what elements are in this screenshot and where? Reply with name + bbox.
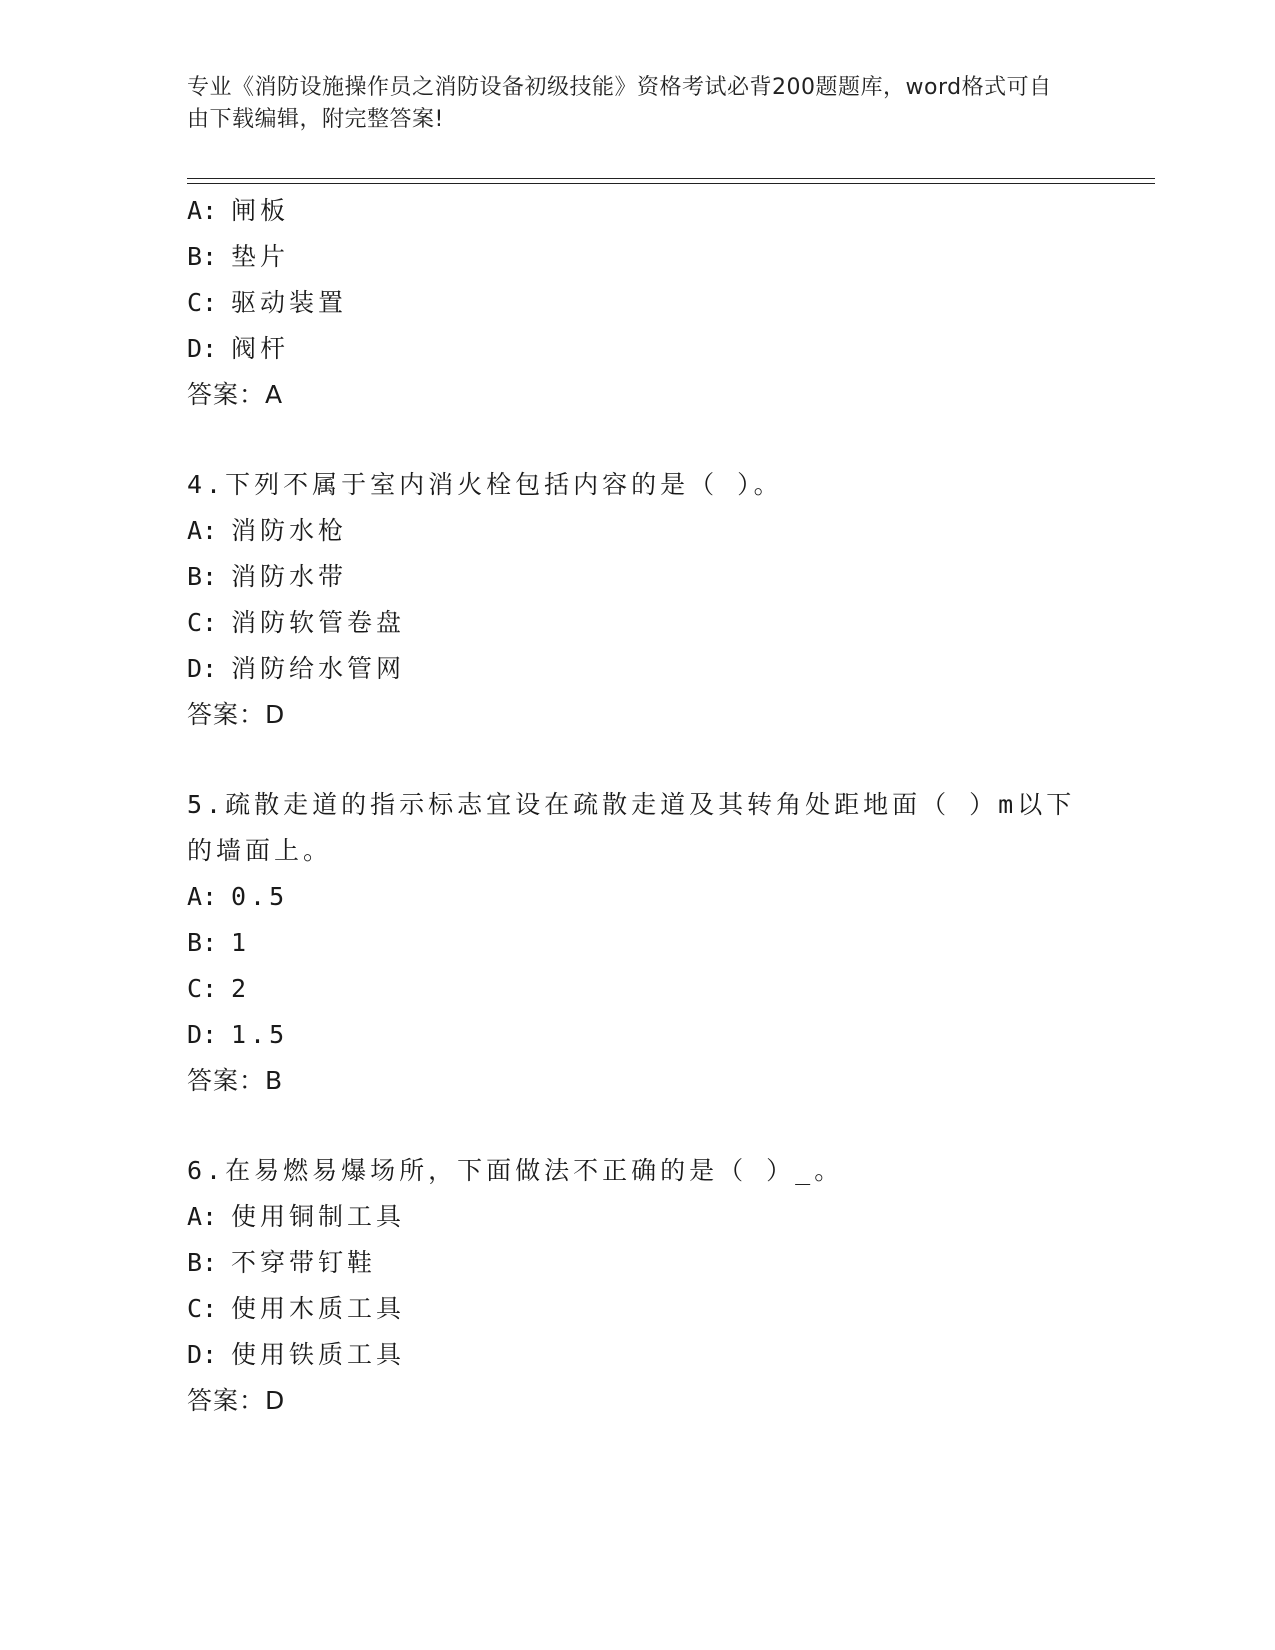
question-block-3 bbox=[187, 188, 1087, 418]
option-letter: D: bbox=[187, 1020, 218, 1049]
option-text: 消防水带 bbox=[231, 562, 348, 591]
option-d bbox=[187, 646, 1087, 692]
answer-line: 答案：D bbox=[187, 700, 286, 729]
option-letter: B: bbox=[187, 562, 218, 591]
option-letter: D: bbox=[187, 334, 218, 363]
option-b bbox=[187, 234, 1087, 280]
option-text: 使用铜制工具 bbox=[231, 1202, 406, 1231]
header-divider-bottom bbox=[187, 183, 1155, 184]
option-letter: A: bbox=[187, 882, 218, 911]
option-d bbox=[187, 1012, 1087, 1058]
option-letter: C: bbox=[187, 288, 218, 317]
option-b bbox=[187, 1240, 1087, 1286]
question-block-4 bbox=[187, 462, 1087, 738]
question-block-5 bbox=[187, 782, 1087, 1104]
option-letter: C: bbox=[187, 974, 218, 1003]
option-b bbox=[187, 554, 1087, 600]
option-c bbox=[187, 600, 1087, 646]
option-text: 消防软管卷盘 bbox=[231, 608, 406, 637]
option-text: 消防给水管网 bbox=[231, 654, 406, 683]
option-letter: A: bbox=[187, 1202, 218, 1231]
question-list bbox=[187, 188, 1087, 1424]
option-text: 1 bbox=[231, 928, 251, 957]
option-letter: C: bbox=[187, 608, 218, 637]
option-letter: C: bbox=[187, 1294, 218, 1323]
option-letter: B: bbox=[187, 1248, 218, 1277]
option-letter: D: bbox=[187, 1340, 218, 1369]
option-text: 0.5 bbox=[231, 882, 289, 911]
option-letter: D: bbox=[187, 654, 218, 683]
option-text: 闸板 bbox=[231, 196, 290, 225]
option-text: 垫片 bbox=[231, 242, 290, 271]
answer-line: 答案：B bbox=[187, 1066, 284, 1095]
option-text: 2 bbox=[231, 974, 251, 1003]
header-divider-top bbox=[187, 178, 1155, 179]
question-block-6 bbox=[187, 1148, 1087, 1424]
question-text: 4.下列不属于室内消火栓包括内容的是（ ）。 bbox=[187, 470, 783, 499]
option-text: 驱动装置 bbox=[231, 288, 348, 317]
question-text: 5.疏散走道的指示标志宜设在疏散走道及其转角处距地面（ ）m以下的墙面上。 bbox=[187, 790, 1076, 865]
option-text: 1.5 bbox=[231, 1020, 289, 1049]
page-header-title: 专业《消防设施操作员之消防设备初级技能》资格考试必背200题题库，word格式可自由下载编辑，附完整答案! bbox=[187, 75, 1052, 132]
option-a bbox=[187, 874, 1087, 920]
option-text: 使用木质工具 bbox=[231, 1294, 406, 1323]
option-b bbox=[187, 920, 1087, 966]
option-d bbox=[187, 1332, 1087, 1378]
option-text: 使用铁质工具 bbox=[231, 1340, 406, 1369]
option-a bbox=[187, 1194, 1087, 1240]
option-letter: B: bbox=[187, 928, 218, 957]
option-letter: B: bbox=[187, 242, 218, 271]
option-a bbox=[187, 188, 1087, 234]
option-c bbox=[187, 280, 1087, 326]
option-text: 消防水枪 bbox=[231, 516, 348, 545]
option-text: 阀杆 bbox=[231, 334, 290, 363]
option-a bbox=[187, 508, 1087, 554]
answer-line: 答案：A bbox=[187, 380, 284, 409]
option-c bbox=[187, 966, 1087, 1012]
option-d bbox=[187, 326, 1087, 372]
option-letter: A: bbox=[187, 516, 218, 545]
option-c bbox=[187, 1286, 1087, 1332]
option-letter: A: bbox=[187, 196, 218, 225]
question-text: 6.在易燃易爆场所，下面做法不正确的是（ ）_。 bbox=[187, 1156, 844, 1185]
answer-line: 答案：D bbox=[187, 1386, 286, 1415]
option-text: 不穿带钉鞋 bbox=[231, 1248, 377, 1277]
